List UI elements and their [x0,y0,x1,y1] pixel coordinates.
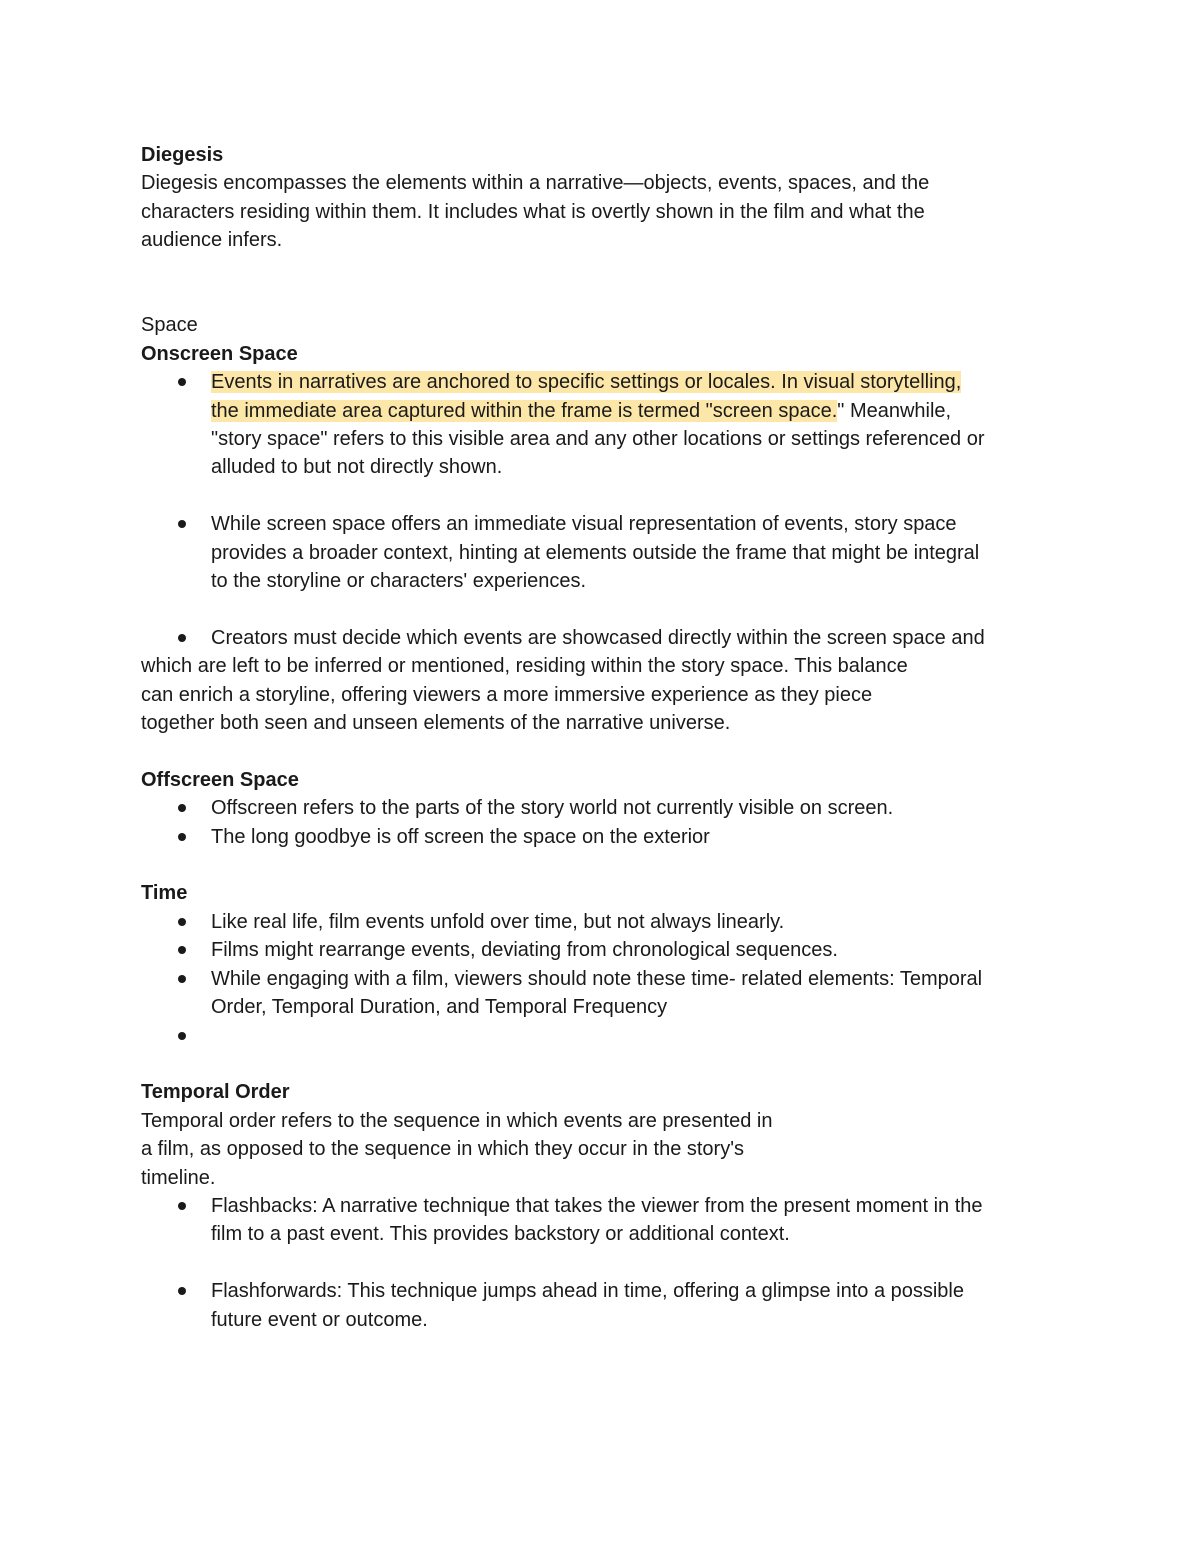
list-item [141,368,1051,482]
highlighted-text: the immediate area captured within the frame is termed "screen space. [211,399,838,422]
bullet-text: " Meanwhile, [837,399,952,422]
onscreen-paragraph [141,624,1051,738]
bullet-text: Flashbacks: A narrative technique that takes the viewer from the present moment in the [211,1194,983,1217]
list-item [141,908,1051,936]
bullet-text: Offscreen refers to the parts of the story world not currently visible on screen. [211,797,894,820]
bullet-icon [178,1287,186,1295]
bullet-text: future event or outcome. [211,1308,428,1331]
bullet-text: While screen space offers an immediate visual representation of events, story space [211,513,957,536]
paragraph-line: Creators must decide which events are showcased directly within the screen space and [211,626,985,649]
list-item [141,965,1051,1022]
temporal-order-text-line: a film, as opposed to the sequence in which they occur in the story's [141,1138,745,1161]
paragraph-line: which are left to be inferred or mentioned, residing within the story space. This balance [141,655,908,678]
bullet-text: Like real life, film events unfold over time, but not always linearly. [211,910,785,933]
list-item [141,1277,1051,1334]
diegesis-heading: Diegesis [141,144,224,166]
bullet-text: film to a past event. This provides backstory or additional context. [211,1223,790,1246]
diegesis-text-line: Diegesis encompasses the elements within a narrative—objects, events, spaces, and the [141,172,930,195]
time-heading: Time [141,882,188,905]
bullet-icon [178,833,186,841]
list-item [141,510,1051,595]
temporal-order-bullet-list [141,1192,1051,1249]
space-label: Space [141,314,198,337]
diegesis-text-line: audience infers. [141,229,283,252]
bullet-text: Order, Temporal Duration, and Temporal Frequency [211,996,668,1019]
bullet-icon [178,804,186,812]
time-bullet-list [141,908,1051,1050]
bullet-icon [178,1032,186,1040]
onscreen-bullet-list [141,510,1051,595]
document-body [141,141,1051,1334]
bullet-text: provides a broader context, hinting at elements outside the frame that might be integral [211,541,980,564]
bullet-icon [178,520,186,528]
bullet-text: to the storyline or characters' experiences. [211,570,587,593]
temporal-order-bullet-list [141,1277,1051,1334]
paragraph-line: can enrich a storyline, offering viewers a more immersive experience as they piece [141,683,873,706]
bullet-icon [178,1202,186,1210]
bullet-text: alluded to but not directly shown. [211,456,503,479]
bullet-text-empty [211,1022,1051,1050]
bullet-icon [178,918,186,926]
temporal-order-text-line: Temporal order refers to the sequence in which events are presented in [141,1109,773,1132]
bullet-text: Films might rearrange events, deviating from chronological sequences. [211,939,838,962]
bullet-icon [178,634,186,642]
bullet-icon [178,975,186,983]
onscreen-space-heading: Onscreen Space [141,342,298,365]
onscreen-bullet-list [141,368,1051,482]
highlighted-text: Events in narratives are anchored to specific settings or locales. In visual storytelling, [211,371,962,394]
list-item [141,1022,1051,1050]
bullet-icon [178,378,186,386]
offscreen-bullet-list [141,794,1051,851]
paragraph-line: together both seen and unseen elements of the narrative universe. [141,712,731,735]
offscreen-space-heading: Offscreen Space [141,768,299,791]
list-item [141,936,1051,964]
bullet-icon [178,946,186,954]
list-item [141,794,1051,822]
diegesis-text-line: characters residing within them. It includes what is overtly shown in the film and what the [141,200,925,223]
list-item [141,1192,1051,1249]
temporal-order-text-line: timeline. [141,1166,216,1189]
list-item [141,823,1051,851]
bullet-text: While engaging with a film, viewers should note these time- related elements: Temporal [211,967,983,990]
temporal-order-heading: Temporal Order [141,1081,290,1104]
bullet-text: The long goodbye is off screen the space on the exterior [211,825,710,848]
bullet-text: "story space" refers to this visible area and any other locations or settings referenced or [211,428,985,451]
bullet-text: Flashforwards: This technique jumps ahead in time, offering a glimpse into a possible [211,1280,964,1303]
